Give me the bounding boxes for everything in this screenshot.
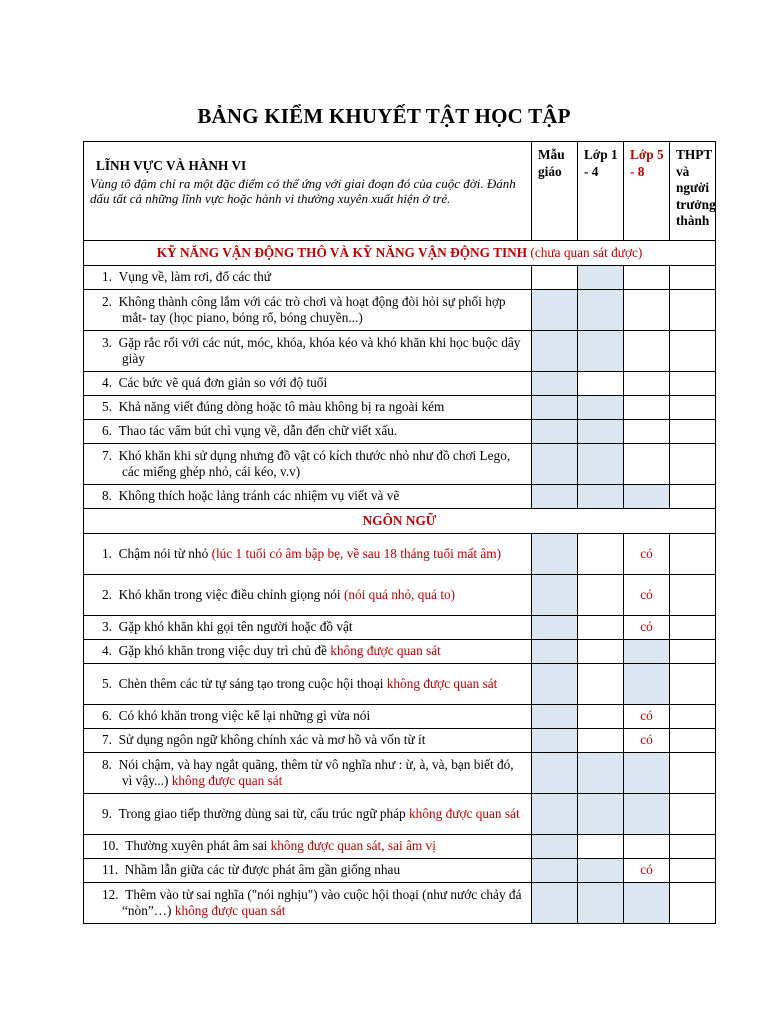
checkbox-cell-grade1-4[interactable] <box>578 859 624 883</box>
item-text-cell: 6. Thao tác vẩm bút chì vụng về, dẫn đến chữ viết xấu. <box>84 420 532 444</box>
checkbox-cell-preschool[interactable] <box>532 534 578 575</box>
item-number: 11. <box>102 862 119 878</box>
checkbox-cell-grade1-4[interactable] <box>578 883 624 924</box>
checkbox-cell-preschool[interactable] <box>532 331 578 372</box>
checkbox-cell-preschool[interactable] <box>532 729 578 753</box>
checklist-table <box>83 141 716 924</box>
checkbox-cell-highschool[interactable] <box>670 420 716 444</box>
checkbox-cell-grade5-8[interactable] <box>624 883 670 924</box>
item-observation-note: không được quan sát <box>330 643 441 659</box>
checkbox-cell-preschool[interactable] <box>532 290 578 331</box>
item-text-cell <box>84 835 532 859</box>
item-text-cell: 3. Gặp rắc rối với các nút, móc, khóa, khóa kéo và khó khăn khi học buộc dây giày <box>84 331 532 372</box>
checkbox-cell-grade5-8[interactable] <box>624 664 670 705</box>
item-text-cell: 2. Khó khăn trong việc điều chỉnh giọng nói (nói quá nhỏ, quá to) <box>84 575 532 616</box>
section-title-text: KỸ NĂNG VẬN ĐỘNG THÔ VÀ KỸ NĂNG VẬN ĐỘNG TINH <box>156 244 528 260</box>
checklist-item-row <box>84 444 716 485</box>
checklist-item-row <box>84 835 716 859</box>
item-text: Thao tác vẩm bút chì vụng về, dẫn đến chữ viết xấu. <box>118 423 398 439</box>
checkbox-cell-grade5-8[interactable] <box>624 372 670 396</box>
checkbox-cell-grade1-4[interactable] <box>578 729 624 753</box>
checkbox-cell-preschool[interactable] <box>532 753 578 794</box>
item-number: 10. <box>102 838 119 854</box>
checklist-item-row <box>84 266 716 290</box>
checklist-item-row <box>84 372 716 396</box>
checkbox-cell-grade5-8[interactable] <box>624 290 670 331</box>
checkbox-cell-grade5-8[interactable] <box>624 331 670 372</box>
section-title <box>84 509 716 534</box>
checkbox-cell-preschool[interactable] <box>532 420 578 444</box>
item-text-cell: 5. Chèn thêm các từ tự sáng tạo trong cuộc hội thoại không được quan sát <box>84 664 532 705</box>
item-text-cell: 8. Không thích hoặc lảng tránh các nhiệm vụ viết và vẽ <box>84 485 532 509</box>
col-grade1-4-header: Lớp 1 - 4 <box>578 142 624 241</box>
item-observation-note: không được quan sát <box>409 805 520 821</box>
checkbox-cell-preschool[interactable] <box>532 859 578 883</box>
checkbox-cell-grade1-4[interactable] <box>578 534 624 575</box>
checkbox-cell-preschool[interactable] <box>532 266 578 290</box>
checklist-item-row <box>84 664 716 705</box>
section-title-text: NGÔN NGỮ <box>362 512 437 528</box>
item-text: Nói chậm, và hay ngắt quãng, thêm từ vô nghĩa như : ừ, à, và, bạn biết đó, vì vậy...) <box>118 756 514 788</box>
item-text: Gặp rắc rối với các nút, móc, khóa, khóa kéo và khó khăn khi học buộc dây giày <box>118 334 521 366</box>
item-text: Khó khăn trong việc điều chỉnh giọng nói <box>118 586 344 602</box>
item-number: 12. <box>102 886 119 902</box>
document-title: BẢNG KIỂM KHUYẾT TẬT HỌC TẬP <box>197 104 571 128</box>
checklist-item-row <box>84 616 716 640</box>
col-grade5-8-header: Lớp 5 - 8 <box>624 142 670 241</box>
checkbox-cell-grade1-4[interactable] <box>578 664 624 705</box>
checkbox-cell-highschool[interactable] <box>670 396 716 420</box>
checkbox-cell-grade1-4[interactable] <box>578 396 624 420</box>
item-text-cell: 2. Không thành công lắm với các trò chơi và hoạt động đòi hỏi sự phối hợp mắt- tay (học piano, bóng rổ, bóng chuyền...) <box>84 290 532 331</box>
checkbox-cell-grade5-8[interactable] <box>624 420 670 444</box>
item-text: Chèn thêm các từ tự sáng tạo trong cuộc hội thoại <box>118 675 387 691</box>
item-text: Các bức vẽ quá đơn giản so với độ tuổi <box>118 375 328 391</box>
instructions-text: Vùng tô đậm chỉ ra một đặc điểm có thể ứng với giai đoạn đó của cuộc đời. Đánh dấu tất cả những lĩnh vực hoặc hành vi thường xuyên xuất hiện ở trẻ. <box>90 175 516 206</box>
item-observation-note: không được quan sát <box>171 773 283 788</box>
checkbox-cell-highschool[interactable] <box>670 534 716 575</box>
item-text: Có khó khăn trong việc kể lại những gì vừa nói <box>118 708 371 724</box>
col-highschool-header: THPT và người trưởng thành <box>670 142 716 241</box>
item-text-cell: 7. Khó khăn khi sử dụng nhưng đồ vật có kích thước nhỏ như đồ chơi Lego, các miếng ghép nhỏ, cái kéo, v.v) <box>84 444 532 485</box>
item-text-cell: 8. Nói chậm, và hay ngắt quãng, thêm từ vô nghĩa như : ừ, à, và, bạn biết đó, vì vậy...) không được quan sát <box>84 753 532 794</box>
checklist-item-row <box>84 485 716 509</box>
item-text: Không thành công lắm với các trò chơi và hoạt động đòi hỏi sự phối hợp mắt- tay (học piano, bóng rổ, bóng chuyền...) <box>118 293 506 325</box>
checkbox-cell-grade5-8[interactable] <box>624 396 670 420</box>
item-text-cell: 4. Gặp khó khăn trong việc duy trì chủ đề không được quan sát <box>84 640 532 664</box>
item-text-cell: 9. Trong giao tiếp thường dùng sai từ, cấu trúc ngữ pháp không được quan sát <box>84 794 532 835</box>
checkbox-cell-grade5-8[interactable]: có <box>624 534 670 575</box>
checklist-item-row <box>84 420 716 444</box>
checklist-item-row <box>84 794 716 835</box>
item-observation-note: (nói quá nhỏ, quá to) <box>343 586 456 602</box>
checkbox-cell-grade1-4[interactable] <box>578 616 624 640</box>
checklist-item-row <box>84 290 716 331</box>
checkbox-cell-grade1-4[interactable] <box>578 420 624 444</box>
checkbox-cell-grade5-8[interactable]: có <box>624 616 670 640</box>
checkbox-cell-highschool[interactable] <box>670 444 716 485</box>
item-observation-note: không được quan sát, sai âm vị <box>270 838 436 854</box>
item-text-cell: 1. Vụng về, làm rơi, đổ các thứ <box>84 266 532 290</box>
checkbox-cell-preschool[interactable] <box>532 372 578 396</box>
item-text-cell: 1. Chậm nói từ nhỏ (lúc 1 tuổi có âm bập bẹ, về sau 18 tháng tuổi mất âm) <box>84 534 532 575</box>
checkbox-cell-preschool[interactable] <box>532 794 578 835</box>
section-note: (chưa quan sát được) <box>530 244 643 260</box>
section-header-row <box>84 241 716 266</box>
checkbox-cell-highschool[interactable] <box>670 883 716 924</box>
checkbox-cell-highschool[interactable] <box>670 835 716 859</box>
checkbox-cell-preschool[interactable] <box>532 705 578 729</box>
item-observation-note: (lúc 1 tuổi có âm bập bẹ, về sau 18 tháng tuổi mất âm) <box>211 545 502 561</box>
item-text-cell: 3. Gặp khó khăn khi gọi tên người hoặc đồ vật <box>84 616 532 640</box>
item-text-cell <box>84 883 532 924</box>
checkbox-cell-grade1-4[interactable] <box>578 290 624 331</box>
section-header-row <box>84 509 716 534</box>
checkbox-cell-grade1-4[interactable] <box>578 835 624 859</box>
item-text: Thêm vào từ sai nghĩa ("nói nghịu") vào cuộc hội thoại (như nước chảy đá “nòn”…) <box>122 886 522 918</box>
checkbox-cell-grade5-8[interactable] <box>624 835 670 859</box>
checklist-item-row <box>84 859 716 883</box>
checklist-item-row <box>84 705 716 729</box>
checkbox-cell-grade5-8[interactable]: có <box>624 859 670 883</box>
checkbox-cell-preschool[interactable] <box>532 444 578 485</box>
header-row <box>84 142 716 241</box>
checklist-item-row <box>84 331 716 372</box>
checkbox-cell-preschool[interactable] <box>532 616 578 640</box>
checkbox-cell-preschool[interactable] <box>532 485 578 509</box>
checkbox-cell-grade5-8[interactable]: có <box>624 575 670 616</box>
checklist-item-row <box>84 753 716 794</box>
checkbox-cell-highschool[interactable] <box>670 859 716 883</box>
item-text: Chậm nói từ nhỏ <box>118 545 212 561</box>
checkbox-cell-grade1-4[interactable] <box>578 575 624 616</box>
checkbox-cell-highschool[interactable] <box>670 372 716 396</box>
checkbox-cell-highschool[interactable] <box>670 290 716 331</box>
checkbox-cell-grade1-4[interactable] <box>578 753 624 794</box>
checklist-item-row <box>84 396 716 420</box>
checkbox-cell-grade1-4[interactable] <box>578 444 624 485</box>
checklist-item-row <box>84 640 716 664</box>
item-text: Không thích hoặc lảng tránh các nhiệm vụ viết và vẽ <box>118 488 400 504</box>
checkbox-cell-grade1-4[interactable] <box>578 372 624 396</box>
item-text-cell: 7. Sử dụng ngôn ngữ không chính xác và mơ hồ và vốn từ ít <box>84 729 532 753</box>
checkbox-cell-highschool[interactable] <box>670 616 716 640</box>
checkbox-cell-grade5-8[interactable] <box>624 640 670 664</box>
checkbox-cell-preschool[interactable] <box>532 835 578 859</box>
checkbox-cell-highschool[interactable] <box>670 794 716 835</box>
checklist-item-row <box>84 883 716 924</box>
checkbox-cell-highschool[interactable] <box>670 705 716 729</box>
checklist-item-row <box>84 575 716 616</box>
checkbox-cell-grade1-4[interactable] <box>578 705 624 729</box>
checkbox-cell-grade1-4[interactable] <box>578 266 624 290</box>
item-text: Sử dụng ngôn ngữ không chính xác và mơ hồ và vốn từ ít <box>118 732 426 748</box>
checkbox-cell-grade1-4[interactable] <box>578 640 624 664</box>
checkbox-cell-highschool[interactable] <box>670 485 716 509</box>
item-text-cell <box>84 859 532 883</box>
checkbox-cell-highschool[interactable] <box>670 664 716 705</box>
checklist-item-row <box>84 729 716 753</box>
checkbox-cell-highschool[interactable] <box>670 575 716 616</box>
checkbox-cell-preschool[interactable] <box>532 883 578 924</box>
checkbox-cell-grade5-8[interactable] <box>624 444 670 485</box>
checkbox-cell-highschool[interactable] <box>670 640 716 664</box>
checkbox-cell-highschool[interactable] <box>670 753 716 794</box>
item-text: Khả năng viết đúng dòng hoặc tô màu không bị ra ngoài kém <box>118 399 445 415</box>
checkbox-cell-grade5-8[interactable] <box>624 266 670 290</box>
checkbox-cell-grade5-8[interactable]: có <box>624 729 670 753</box>
item-text-cell: 4. Các bức vẽ quá đơn giản so với độ tuổi <box>84 372 532 396</box>
col-preschool-header: Mẫu giáo <box>532 142 578 241</box>
checkbox-cell-grade1-4[interactable] <box>578 794 624 835</box>
item-text: Vụng về, làm rơi, đổ các thứ <box>118 269 271 285</box>
checkbox-cell-highschool[interactable] <box>670 266 716 290</box>
checkbox-cell-preschool[interactable] <box>532 664 578 705</box>
checkbox-cell-grade5-8[interactable] <box>624 753 670 794</box>
checklist-item-row <box>84 534 716 575</box>
item-text: Gặp khó khăn trong việc duy trì chủ đề <box>118 643 331 659</box>
checkbox-cell-preschool[interactable] <box>532 575 578 616</box>
domain-behavior-label: LĨNH VỰC VÀ HÀNH VI <box>96 158 247 173</box>
section-title <box>84 241 716 266</box>
item-observation-note: không được quan sát <box>386 675 498 691</box>
header-domain-cell <box>84 142 532 241</box>
item-text-cell: 5. Khả năng viết đúng dòng hoặc tô màu không bị ra ngoài kém <box>84 396 532 420</box>
checkbox-cell-preschool[interactable] <box>532 640 578 664</box>
item-observation-note: không được quan sát <box>174 903 286 918</box>
checkbox-cell-grade1-4[interactable] <box>578 485 624 509</box>
checkbox-cell-grade5-8[interactable]: có <box>624 705 670 729</box>
item-text: Gặp khó khăn khi gọi tên người hoặc đồ vật <box>118 619 353 635</box>
item-text: Trong giao tiếp thường dùng sai từ, cấu trúc ngữ pháp <box>118 805 410 821</box>
checkbox-cell-highschool[interactable] <box>670 729 716 753</box>
item-text: Nhầm lẫn giữa các từ được phát âm gần giống nhau <box>124 862 401 878</box>
checkbox-cell-grade1-4[interactable] <box>578 331 624 372</box>
item-text: Thường xuyên phát âm sai <box>125 838 271 854</box>
checkbox-cell-grade5-8[interactable] <box>624 485 670 509</box>
checkbox-cell-highschool[interactable] <box>670 331 716 372</box>
checkbox-cell-grade5-8[interactable] <box>624 794 670 835</box>
item-text-cell: 6. Có khó khăn trong việc kể lại những gì vừa nói <box>84 705 532 729</box>
checkbox-cell-preschool[interactable] <box>532 396 578 420</box>
item-text: Khó khăn khi sử dụng nhưng đồ vật có kích thước nhỏ như đồ chơi Lego, các miếng ghép nhỏ, cái kéo, v.v) <box>118 447 511 479</box>
